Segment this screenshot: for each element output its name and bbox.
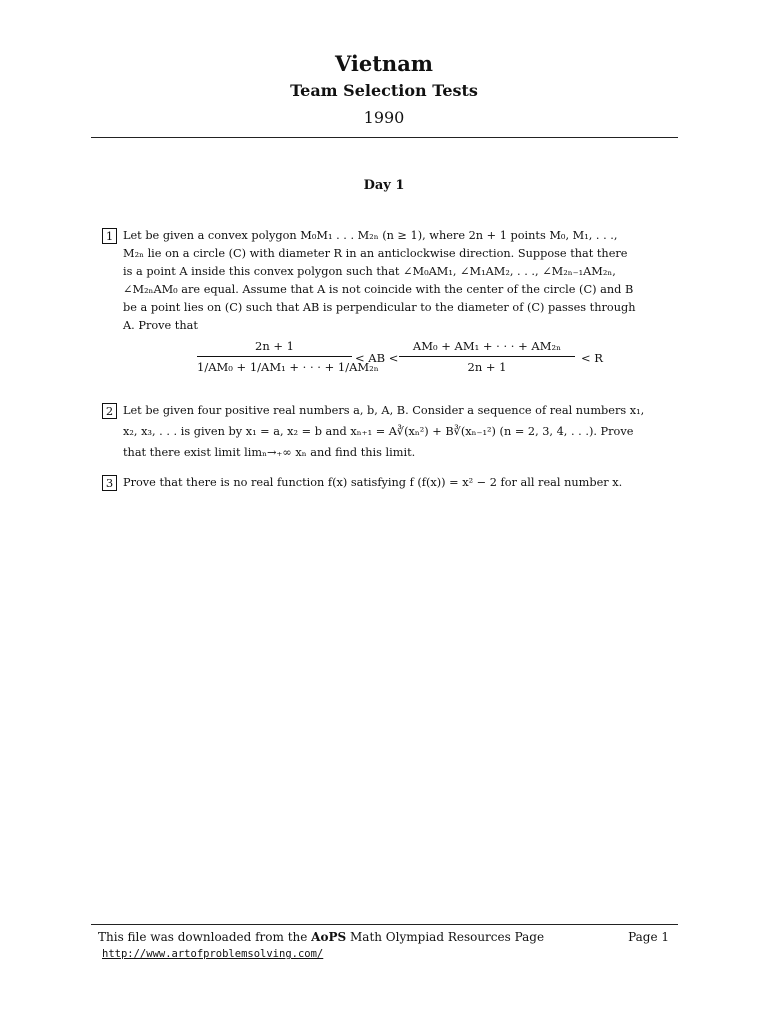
- page-number: Page 1: [628, 930, 669, 944]
- right-fraction: [399, 339, 575, 374]
- inequality-display: [197, 339, 617, 385]
- footer-text-pre: This file was downloaded from the: [98, 930, 312, 944]
- right-denominator: 2n + 1: [467, 360, 507, 374]
- footer-link[interactable]: http://www.artofproblemsolving.com/: [102, 948, 324, 960]
- right-numerator: AM₀ + AM₁ + · · · + AM₂ₙ: [399, 339, 575, 357]
- footer-text-post: Math Olympiad Resources Page: [346, 930, 545, 944]
- end-relation: < R: [581, 351, 603, 365]
- problem-2: [102, 402, 678, 462]
- problem-line: x₂, x₃, . . . is given by x₁ = a, x₂ = b and xₙ₊₁ = A∛(xₙ²) + B∛(xₙ₋₁²) (n = 2, 3, 4, . . .). Prove: [123, 425, 634, 438]
- problem-line: ∠M₂ₙAM₀ are equal. Assume that A is not coincide with the center of the circle (C) and B: [123, 283, 634, 296]
- day-heading: Day 1: [363, 178, 405, 193]
- year: 1990: [363, 108, 405, 127]
- problem-1: [102, 227, 678, 335]
- problem-line: Let be given a convex polygon M₀M₁ . . . M₂ₙ (n ≥ 1), where 2n + 1 points M₀, M₁, . . .,: [123, 229, 618, 242]
- problem-line: be a point lies on (C) such that AB is perpendicular to the diameter of (C) passes through: [123, 301, 636, 314]
- footer-brand: AoPS: [311, 930, 347, 944]
- problem-number: 2: [102, 403, 117, 419]
- footer-text: [98, 930, 544, 944]
- problem-line: Let be given four positive real numbers a, b, A, B. Consider a sequence of real numbers x₁,: [123, 404, 645, 417]
- problem-line: A. Prove that: [123, 319, 198, 332]
- header-rule: [91, 137, 678, 138]
- document-header: [0, 50, 768, 129]
- left-numerator: 2n + 1: [197, 339, 352, 357]
- problem-number: 1: [102, 228, 117, 244]
- problem-line: that there exist limit limₙ→₊∞ xₙ and find this limit.: [123, 446, 416, 459]
- subtitle: Team Selection Tests: [290, 81, 478, 100]
- problem-3: [102, 474, 678, 492]
- country-title: Vietnam: [334, 51, 434, 76]
- problem-line: Prove that there is no real function f(x) satisfying f (f(x)) = x² − 2 for all real number x.: [123, 476, 623, 489]
- left-denominator: 1/AM₀ + 1/AM₁ + · · · + 1/AM₂ₙ: [197, 360, 379, 374]
- problem-line: is a point A inside this convex polygon such that ∠M₀AM₁, ∠M₁AM₂, . . ., ∠M₂ₙ₋₁AM₂ₙ,: [123, 265, 616, 278]
- problem-number: 3: [102, 475, 117, 491]
- problem-line: M₂ₙ lie on a circle (C) with diameter R in an anticlockwise direction. Suppose that there: [123, 247, 628, 260]
- middle-relation: < AB <: [355, 351, 399, 365]
- footer-rule: [91, 924, 678, 925]
